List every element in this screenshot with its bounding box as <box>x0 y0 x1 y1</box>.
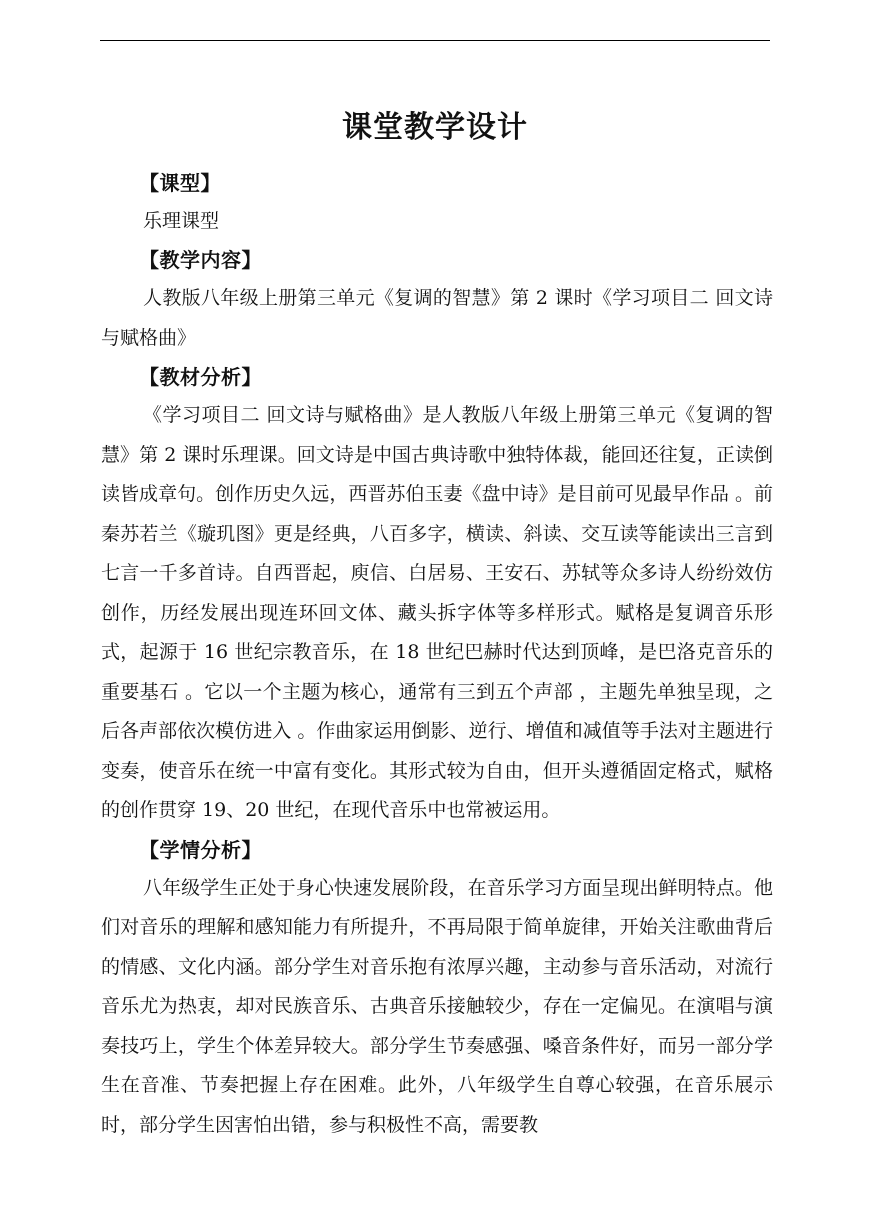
section-paragraph: 人教版八年级上册第三单元《复调的智慧》第 2 课时《学习项目二 回文诗与赋格曲》 <box>101 287 773 349</box>
section-heading: 【课型】 <box>139 171 221 195</box>
section-heading: 【学情分析】 <box>139 837 262 862</box>
section-lesson-type <box>101 164 773 241</box>
section-material-analysis <box>101 358 773 831</box>
document-body <box>101 164 773 1145</box>
section-heading: 【教学内容】 <box>139 248 262 272</box>
header-rule <box>100 40 770 41</box>
section-paragraph: 乐理课型 <box>143 210 220 232</box>
section-student-analysis <box>101 831 773 1146</box>
section-heading: 【教材分析】 <box>139 365 262 389</box>
section-paragraph: 八年级学生正处于身心快速发展阶段，在音乐学习方面呈现出鲜明特点。他们对音乐的理解和感知能力有所提升，不再局限于简单旋律，开始关注歌曲背后的情感、文化内涵。部分学生对音乐抱有浓厚兴趣，主动参与音乐活动，对流行音乐尤为热衷，却对民族音乐、古典音乐接触较少，存在一定偏见。在演唱与演奏技巧上，学生个体差异较大。部分学生节奏感强、嗓音条件好，而另一部分学生在音准、节奏把握上存在困难。此外，八年级学生自尊心较强，在音乐展示时，部分学生因害怕出错，参与积极性不高，需要教 <box>101 876 773 1136</box>
document-title: 课堂教学设计 <box>342 110 528 146</box>
section-paragraph: 《学习项目二 回文诗与赋格曲》是人教版八年级上册第三单元《复调的智慧》第 2 课时乐理课。回文诗是中国古典诗歌中独特体裁，能回还往复，正读倒读皆成章句。创作历史久远，西晋苏伯玉妻《盘中诗》是目前可见最早作品 。前秦苏若兰《璇玑图》更是经典，八百多字，横读、斜读、交互读等能读出三言到七言一千多首诗。自西晋起，庾信、白居易、王安石、苏轼等众多诗人纷纷效仿创作，历经发展出现连环回文体、藏头拆字体等多样形式。赋格是复调音乐形式，起源于 16 世纪宗教音乐，在 18 世纪巴赫时代达到顶峰，是巴洛克音乐的重要基石 。它以一个主题为核心，通常有三到五个声部 ，主题先单独呈现，之后各声部依次模仿进入 。作曲家运用倒影、逆行、增值和减值等手法对主题进行变奏，使音乐在统一中富有变化。其形式较为自由，但开头遵循固定格式，赋格的创作贯穿 19、20 世纪，在现代音乐中也常被运用。 <box>101 404 773 821</box>
section-teaching-content <box>101 241 773 358</box>
